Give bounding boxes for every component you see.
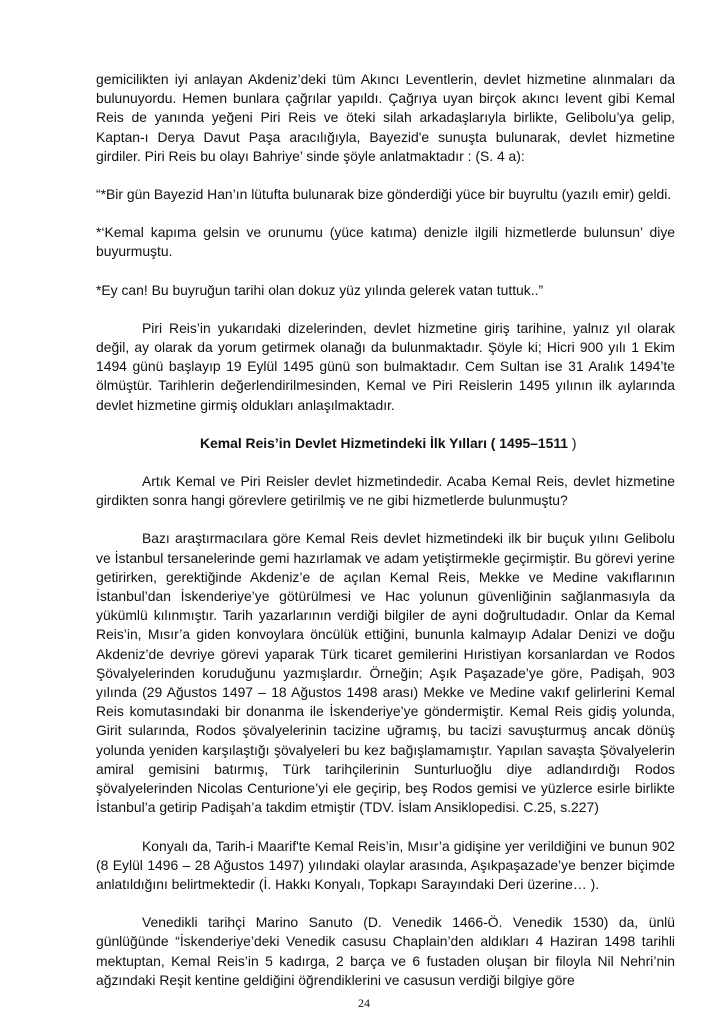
page-number: 24 [358, 996, 370, 1010]
paragraph-sanuto: Venedikli tarihçi Marino Sanuto (D. Venedik 1466-Ö. Venedik 1530) da, ünlü günlüğünde “İskenderiye’deki Venedik casusu Chaplain’den aldıkları 4 Haziran 1498 tarihli mektuptan, Kemal Reis’in 5 kadırga, 2 barça ve 6 fustaden oluşan bir filoyla Nil Nehri’nin ağzındaki Reşit kentine geldiğini öğrendiklerini ve casusun verdiği bilgiye göre [96, 914, 675, 988]
paragraph-question: Artık Kemal ve Piri Reisler devlet hizmetindedir. Acaba Kemal Reis, devlet hizmetine girdikten sonra hangi görevlere getirilmiş ve ne gibi hizmetlerde bulunmuştu? [96, 473, 675, 509]
section-heading-close: ) [568, 434, 577, 451]
paragraph-recruitment: gemicilikten iyi anlayan Akdeniz’deki tüm Akıncı Leventlerin, devlet hizmetine alınmaları da bulunuyordu. Hemen bunlara çağrılar yapıldı. Çağrıya uyan birçok akıncı levent gibi Kemal Reis de yanında yeğeni Piri Reis ve öteki silah arkadaşlarıyla birlikte, Gelibolu’ya gelip, Kaptan-ı Derya Davut Paşa aracılığıyla, Bayezid'e sunuşta bulunarak, devlet hizmetine girdiler. Piri Reis bu olayı Bahriye’ sinde şöyle anlatmaktadır : (S. 4 a): [96, 71, 675, 164]
quote-line-1: “*Bir gün Bayezid Han’ın lütufta bulunarak bize gönderdiği yüce bir buyrultu (yazılı emir) geldi. [96, 186, 672, 203]
quote-line-2: *‘Kemal kapıma gelsin ve orunumu (yüce katıma) denizle ilgili hizmetlerde bulunsun’ diye buyurmuştu. [96, 224, 675, 260]
paragraph-first-years: Bazı araştırmacılara göre Kemal Reis devlet hizmetindeki ilk bir buçuk yılını Gelibolu ve İstanbul tersanelerinde gemi hazırlamak ve adam yetiştirmekle geçirmiştir. Bu görevi yerine getirirken, gerektiğinde Akdeniz’e de açılan Kemal Reis, Mekke ve Medine vakıflarının İstanbul’dan İskenderiye’ye götürülmesi ve Hac yolunun güvenliğinin sağlanmasıyla da yükümlü kılınmıştır. Tarih yazarlarının verdiği bilgiler de ayni doğrultudadır. Onlar da Kemal Reis’in, Mısır’a giden konvoylara öncülük ettiğini, bununla kalmayıp Adalar Denizi ve doğu Akdeniz’de devriye görevi yaparak Türk ticaret gemilerini Hıristiyan korsanlardan ve Rodos Şövalyelerinden koruduğunu yazmışlardır. Örneğin; Aşık Paşazade’ye göre, Padişah, 903 yılında (29 Ağustos 1497 – 18 Ağustos 1498 arası) Mekke ve Medine vakıf gelirlerini Kemal Reis komutasındaki bir donanma ile İskenderiye’ye göndermiştir. Kemal Reis gidiş yolunda, Girit sularında, Rodos şövalyelerinin tacizine uğramış, bu tacizi savuşturmuş ancak dönüş yolunda yeniden karşılaştığı şövalyeleri bu kez bağışlamamıştır. Yapılan savaşta Şövalyelerin amiral gemisini batırmış, Türk tarihçilerinin Sunturluoğlu diye adlandırdığı Rodos şövalyelerinden Nicolas Centurione’yi ele geçirip, beş Rodos gemisi ve yüzlerce esirle birlikte İstanbul’a getirip Padişah’a takdim etmiştir (TDV. İslam Ansiklopedisi. C.25, s.227) [96, 530, 675, 816]
section-heading [96, 434, 675, 453]
section-heading-text: Kemal Reis’in Devlet Hizmetindeki İlk Yılları ( 1495–1511 [200, 434, 569, 451]
paragraph-konyali: Konyalı da, Tarih-i Maarif'te Kemal Reis’in, Mısır’a gidişine yer verildiğini ve bunun 902 (8 Eylül 1496 – 28 Ağustos 1497) yılındaki olaylar arasında, Aşıkpaşazade’ye benzer biçimde anlatıldığını belirtmektedir (İ. Hakkı Konyalı, Topkapı Sarayındaki Deri üzerine… ). [96, 837, 675, 892]
quote-line-3: *Ey can! Bu buyruğun tarihi olan dokuz yüz yılında gelerek vatan tuttuk..” [96, 281, 544, 298]
paragraph-dating: Piri Reis’in yukarıdaki dizelerinden, devlet hizmetine giriş tarihine, yalnız yıl olarak değil, ay olarak da yorum getirmek olanağı da bulunmaktadır. Şöyle ki; Hicri 900 yılı 1 Ekim 1494 günü başlayıp 19 Eylül 1495 günü son bulmaktadır. Cem Sultan ise 31 Aralık 1494’te ölmüştür. Tarihlerin değerlendirilmesinden, Kemal ve Piri Reislerin 1495 yılının ilk aylarında devlet hizmetine girmiş oldukları anlaşılmaktadır. [96, 319, 675, 413]
document-page [96, 70, 675, 990]
